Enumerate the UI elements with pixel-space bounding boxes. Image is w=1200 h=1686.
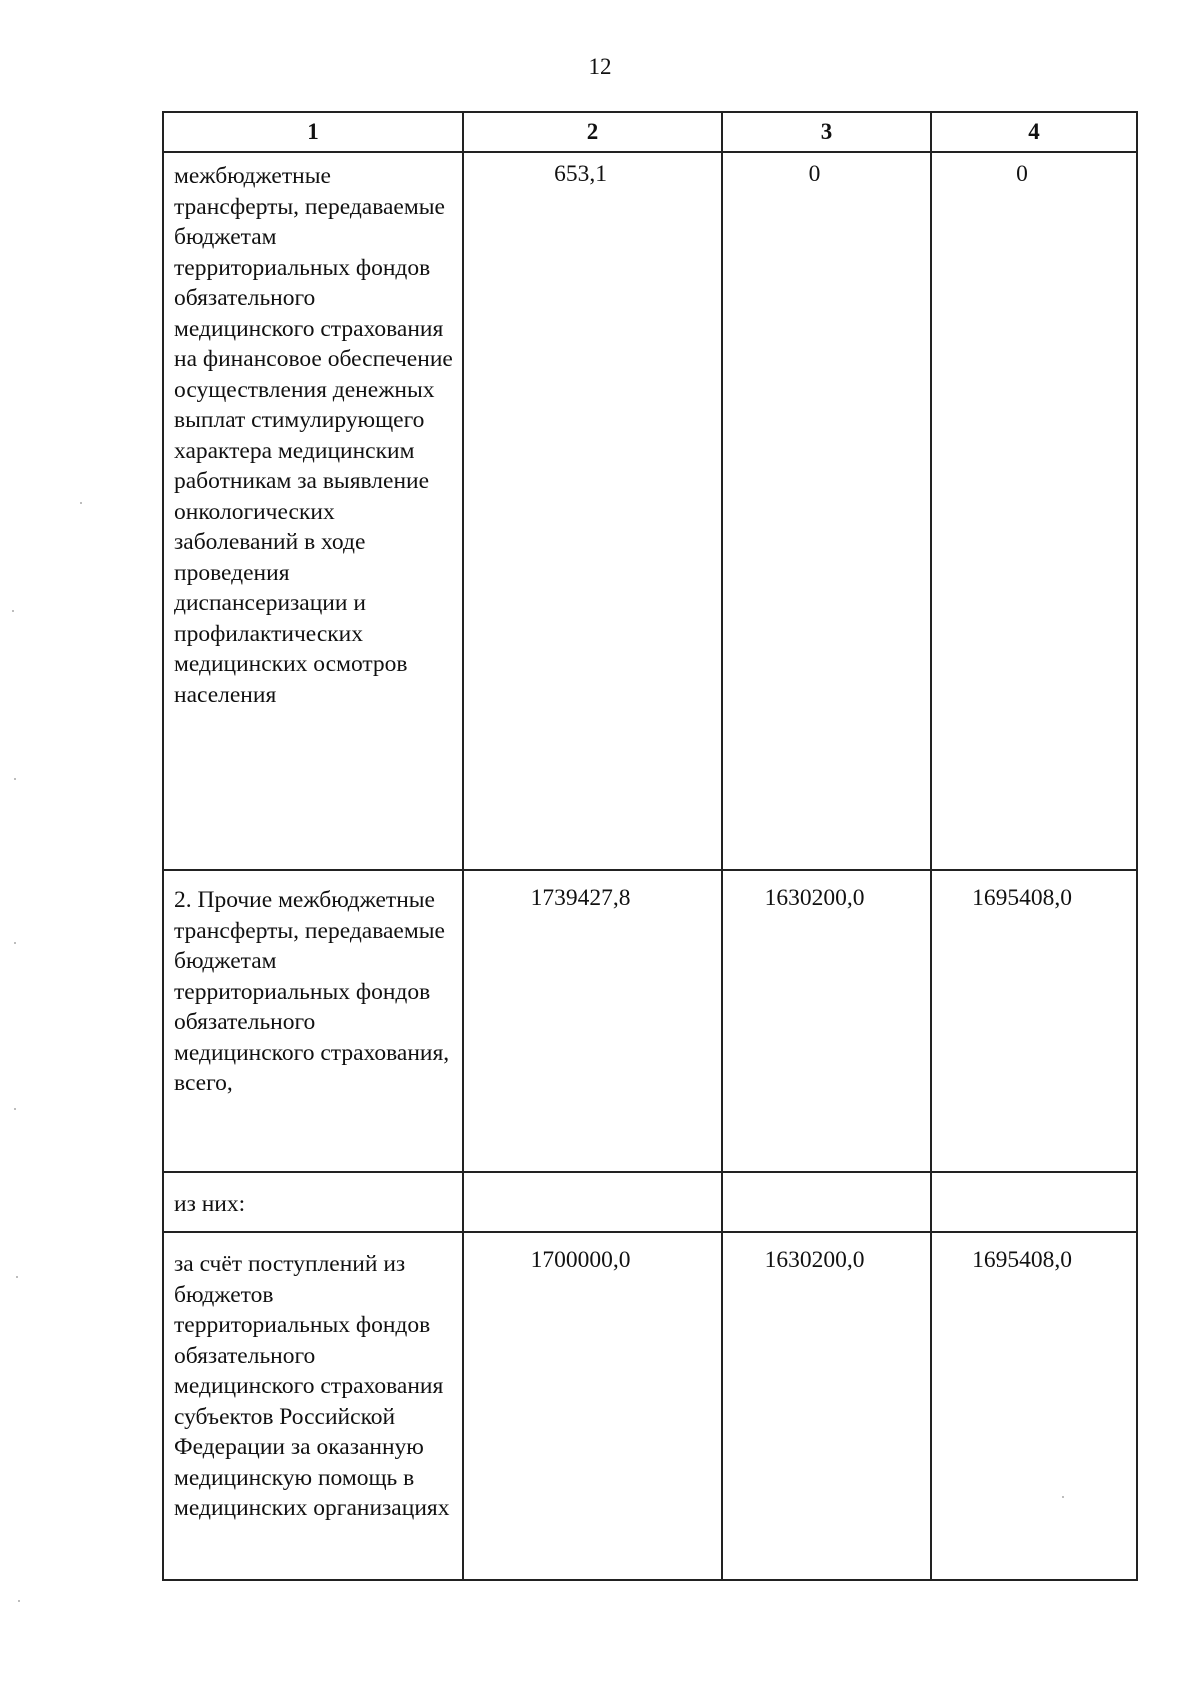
scan-speck xyxy=(14,778,16,780)
value-cell-col4: 0 xyxy=(931,152,1137,870)
value-cell-col3: 1630200,0 xyxy=(722,1232,931,1580)
row-label: 2. Прочие межбюджетные трансферты, передаваемые бюджетам территориальных фондов обязательного медицинского страхования, всего, xyxy=(174,887,450,1096)
value-cell-col2: 1700000,0 xyxy=(463,1232,722,1580)
table-header xyxy=(163,112,1137,152)
scan-speck xyxy=(12,610,14,612)
table-row xyxy=(163,152,1137,870)
row-label-cell xyxy=(163,870,463,1172)
scan-speck xyxy=(16,1276,18,1278)
value-cell-col4: 1695408,0 xyxy=(931,1232,1137,1580)
row-label: за счёт поступлений из бюджетов территориальных фондов обязательного медицинского страхования субъектов Российской Федерации за оказанную медицинскую помощь в медицинских организациях xyxy=(174,1251,450,1521)
scan-speck xyxy=(1062,1496,1064,1498)
value-cell-col3: 0 xyxy=(722,152,931,870)
budget-table xyxy=(162,111,1138,1581)
column-header-3: 3 xyxy=(722,112,931,152)
column-header-2: 2 xyxy=(463,112,722,152)
column-header-1: 1 xyxy=(163,112,463,152)
row-label-cell xyxy=(163,1232,463,1580)
row-label-cell xyxy=(163,152,463,870)
value-cell-col3 xyxy=(722,1172,931,1232)
scan-speck xyxy=(80,502,82,504)
value-cell-col2: 653,1 xyxy=(463,152,722,870)
row-label-cell xyxy=(163,1172,463,1232)
value-cell-col4: 1695408,0 xyxy=(931,870,1137,1172)
table-row xyxy=(163,1172,1137,1232)
table-body xyxy=(163,152,1137,1580)
value-cell-col2: 1739427,8 xyxy=(463,870,722,1172)
column-header-4: 4 xyxy=(931,112,1137,152)
table-row xyxy=(163,1232,1137,1580)
scan-speck xyxy=(18,1600,20,1602)
scan-speck xyxy=(14,942,16,944)
value-cell-col3: 1630200,0 xyxy=(722,870,931,1172)
scan-speck xyxy=(14,1108,16,1110)
page-number: 12 xyxy=(588,54,612,79)
value-cell-col4 xyxy=(931,1172,1137,1232)
row-label: межбюджетные трансферты, передаваемые бюджетам территориальных фондов обязательного медицинского страхования на финансовое обеспечение осуществления денежных выплат стимулирующего характера медицинским работникам за выявление онкологических заболеваний в ходе проведения диспансеризации и профилактических медицинских осмотров населения xyxy=(174,163,453,708)
table-row xyxy=(163,870,1137,1172)
header-row xyxy=(163,112,1137,152)
value-cell-col2 xyxy=(463,1172,722,1232)
row-label: из них: xyxy=(174,1191,246,1217)
